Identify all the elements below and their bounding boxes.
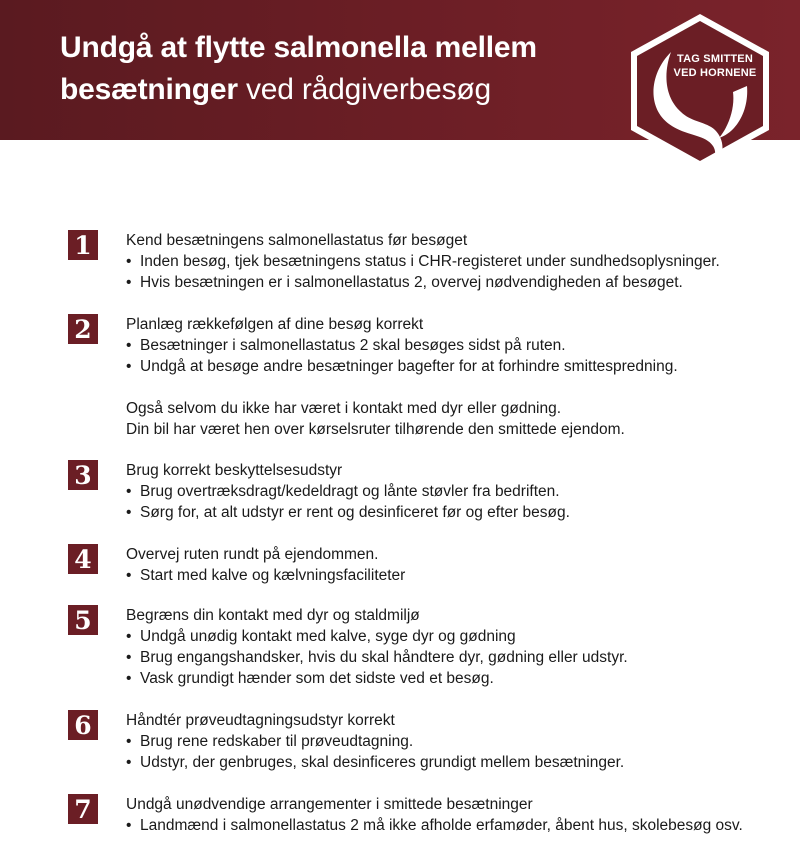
- page-title: [60, 27, 620, 111]
- bullet-text: Start med kalve og kælvningsfaciliteter: [140, 567, 406, 584]
- step-note: [126, 398, 786, 440]
- bullet-text: Undgå unødig kontakt med kalve, syge dyr og gødning: [140, 628, 516, 645]
- bullet-text: Sørg for, at alt udstyr er rent og desinficeret før og efter besøg.: [140, 504, 570, 521]
- step-number-badge: 2: [68, 314, 98, 344]
- step-number-badge: 1: [68, 230, 98, 260]
- step-content: [126, 230, 786, 293]
- logo-text-line-2: VED HORNENE: [673, 67, 757, 79]
- step-content: [126, 314, 786, 440]
- step-number-badge: 7: [68, 794, 98, 824]
- note-line: Din bil har været hen over kørselsruter tilhørende den smittede ejendom.: [126, 421, 625, 438]
- bullet-item: • Vask grundigt hænder som det sidste ved et besøg.: [126, 670, 494, 687]
- title-line-2: [60, 69, 620, 111]
- bullet-item: • Undgå at besøge andre besætninger bagefter for at forhindre smittespredning.: [126, 358, 678, 375]
- step-content: [126, 605, 786, 689]
- step-heading: Håndtér prøveudtagningsudstyr korrekt: [126, 712, 395, 729]
- step-heading: Planlæg rækkefølgen af dine besøg korrekt: [126, 316, 424, 333]
- step-heading: Undgå unødvendige arrangementer i smittede besætninger: [126, 796, 533, 813]
- bullet-text: Besætninger i salmonellastatus 2 skal besøges sidst på ruten.: [140, 337, 566, 354]
- title-line-1: Undgå at flytte salmonella mellem: [60, 31, 537, 64]
- bullet-text: Landmænd i salmonellastatus 2 må ikke afholde erfamøder, åbent hus, skolebesøg osv.: [140, 817, 743, 834]
- step-heading: Overvej ruten rundt på ejendommen.: [126, 546, 379, 563]
- bullet-item: • Sørg for, at alt udstyr er rent og desinficeret før og efter besøg.: [126, 504, 570, 521]
- step-content: [126, 794, 786, 836]
- bullet-item: • Udstyr, der genbruges, skal desinficeres grundigt mellem besætninger.: [126, 754, 625, 771]
- bullet-text: Inden besøg, tjek besætningens status i CHR-registeret under sundhedsoplysninger.: [140, 253, 720, 270]
- bullet-text: Hvis besætningen er i salmonellastatus 2, overvej nødvendigheden af besøget.: [140, 274, 683, 291]
- bullet-text: Undgå at besøge andre besætninger bagefter for at forhindre smittespredning.: [140, 358, 678, 375]
- step-heading: Brug korrekt beskyttelsesudstyr: [126, 462, 343, 479]
- step-content: [126, 544, 786, 586]
- step-number-badge: 5: [68, 605, 98, 635]
- bullet-item: • Landmænd i salmonellastatus 2 må ikke afholde erfamøder, åbent hus, skolebesøg osv.: [126, 817, 743, 834]
- bullet-item: • Undgå unødig kontakt med kalve, syge dyr og gødning: [126, 628, 516, 645]
- bullet-item: • Brug rene redskaber til prøveudtagning.: [126, 733, 414, 750]
- step-number-badge: 6: [68, 710, 98, 740]
- bullet-text: Udstyr, der genbruges, skal desinficeres grundigt mellem besætninger.: [140, 754, 625, 771]
- bullet-item: • Inden besøg, tjek besætningens status i CHR-registeret under sundhedsoplysninger.: [126, 253, 720, 270]
- bullet-text: Brug engangshandsker, hvis du skal håndtere dyr, gødning eller udstyr.: [140, 649, 628, 666]
- bullet-item: • Besætninger i salmonellastatus 2 skal besøges sidst på ruten.: [126, 337, 566, 354]
- bullet-item: • Hvis besætningen er i salmonellastatus 2, overvej nødvendigheden af besøget.: [126, 274, 683, 291]
- step-heading: Kend besætningens salmonellastatus før besøget: [126, 232, 468, 249]
- bullet-item: • Start med kalve og kælvningsfaciliteter: [126, 567, 406, 584]
- step-content: [126, 710, 786, 773]
- note-line: Også selvom du ikke har været i kontakt med dyr eller gødning.: [126, 400, 562, 417]
- bullet-item: • Brug overtræksdragt/kedeldragt og lånte støvler fra bedriften.: [126, 483, 560, 500]
- title-normal-text: ved rådgiverbesøg: [237, 73, 492, 106]
- title-bold-word: besætninger: [60, 73, 238, 106]
- bullet-text: Brug overtræksdragt/kedeldragt og lånte støvler fra bedriften.: [140, 483, 560, 500]
- logo-text: [660, 52, 770, 80]
- step-number-badge: 3: [68, 460, 98, 490]
- bullet-text: Vask grundigt hænder som det sidste ved et besøg.: [140, 670, 494, 687]
- step-number-badge: 4: [68, 544, 98, 574]
- campaign-logo-icon: [627, 12, 773, 170]
- step-heading: Begræns din kontakt med dyr og staldmiljø: [126, 607, 420, 624]
- bullet-text: Brug rene redskaber til prøveudtagning.: [140, 733, 414, 750]
- step-content: [126, 460, 786, 523]
- bullet-item: • Brug engangshandsker, hvis du skal håndtere dyr, gødning eller udstyr.: [126, 649, 628, 666]
- logo-text-line-1: TAG SMITTEN: [677, 53, 753, 65]
